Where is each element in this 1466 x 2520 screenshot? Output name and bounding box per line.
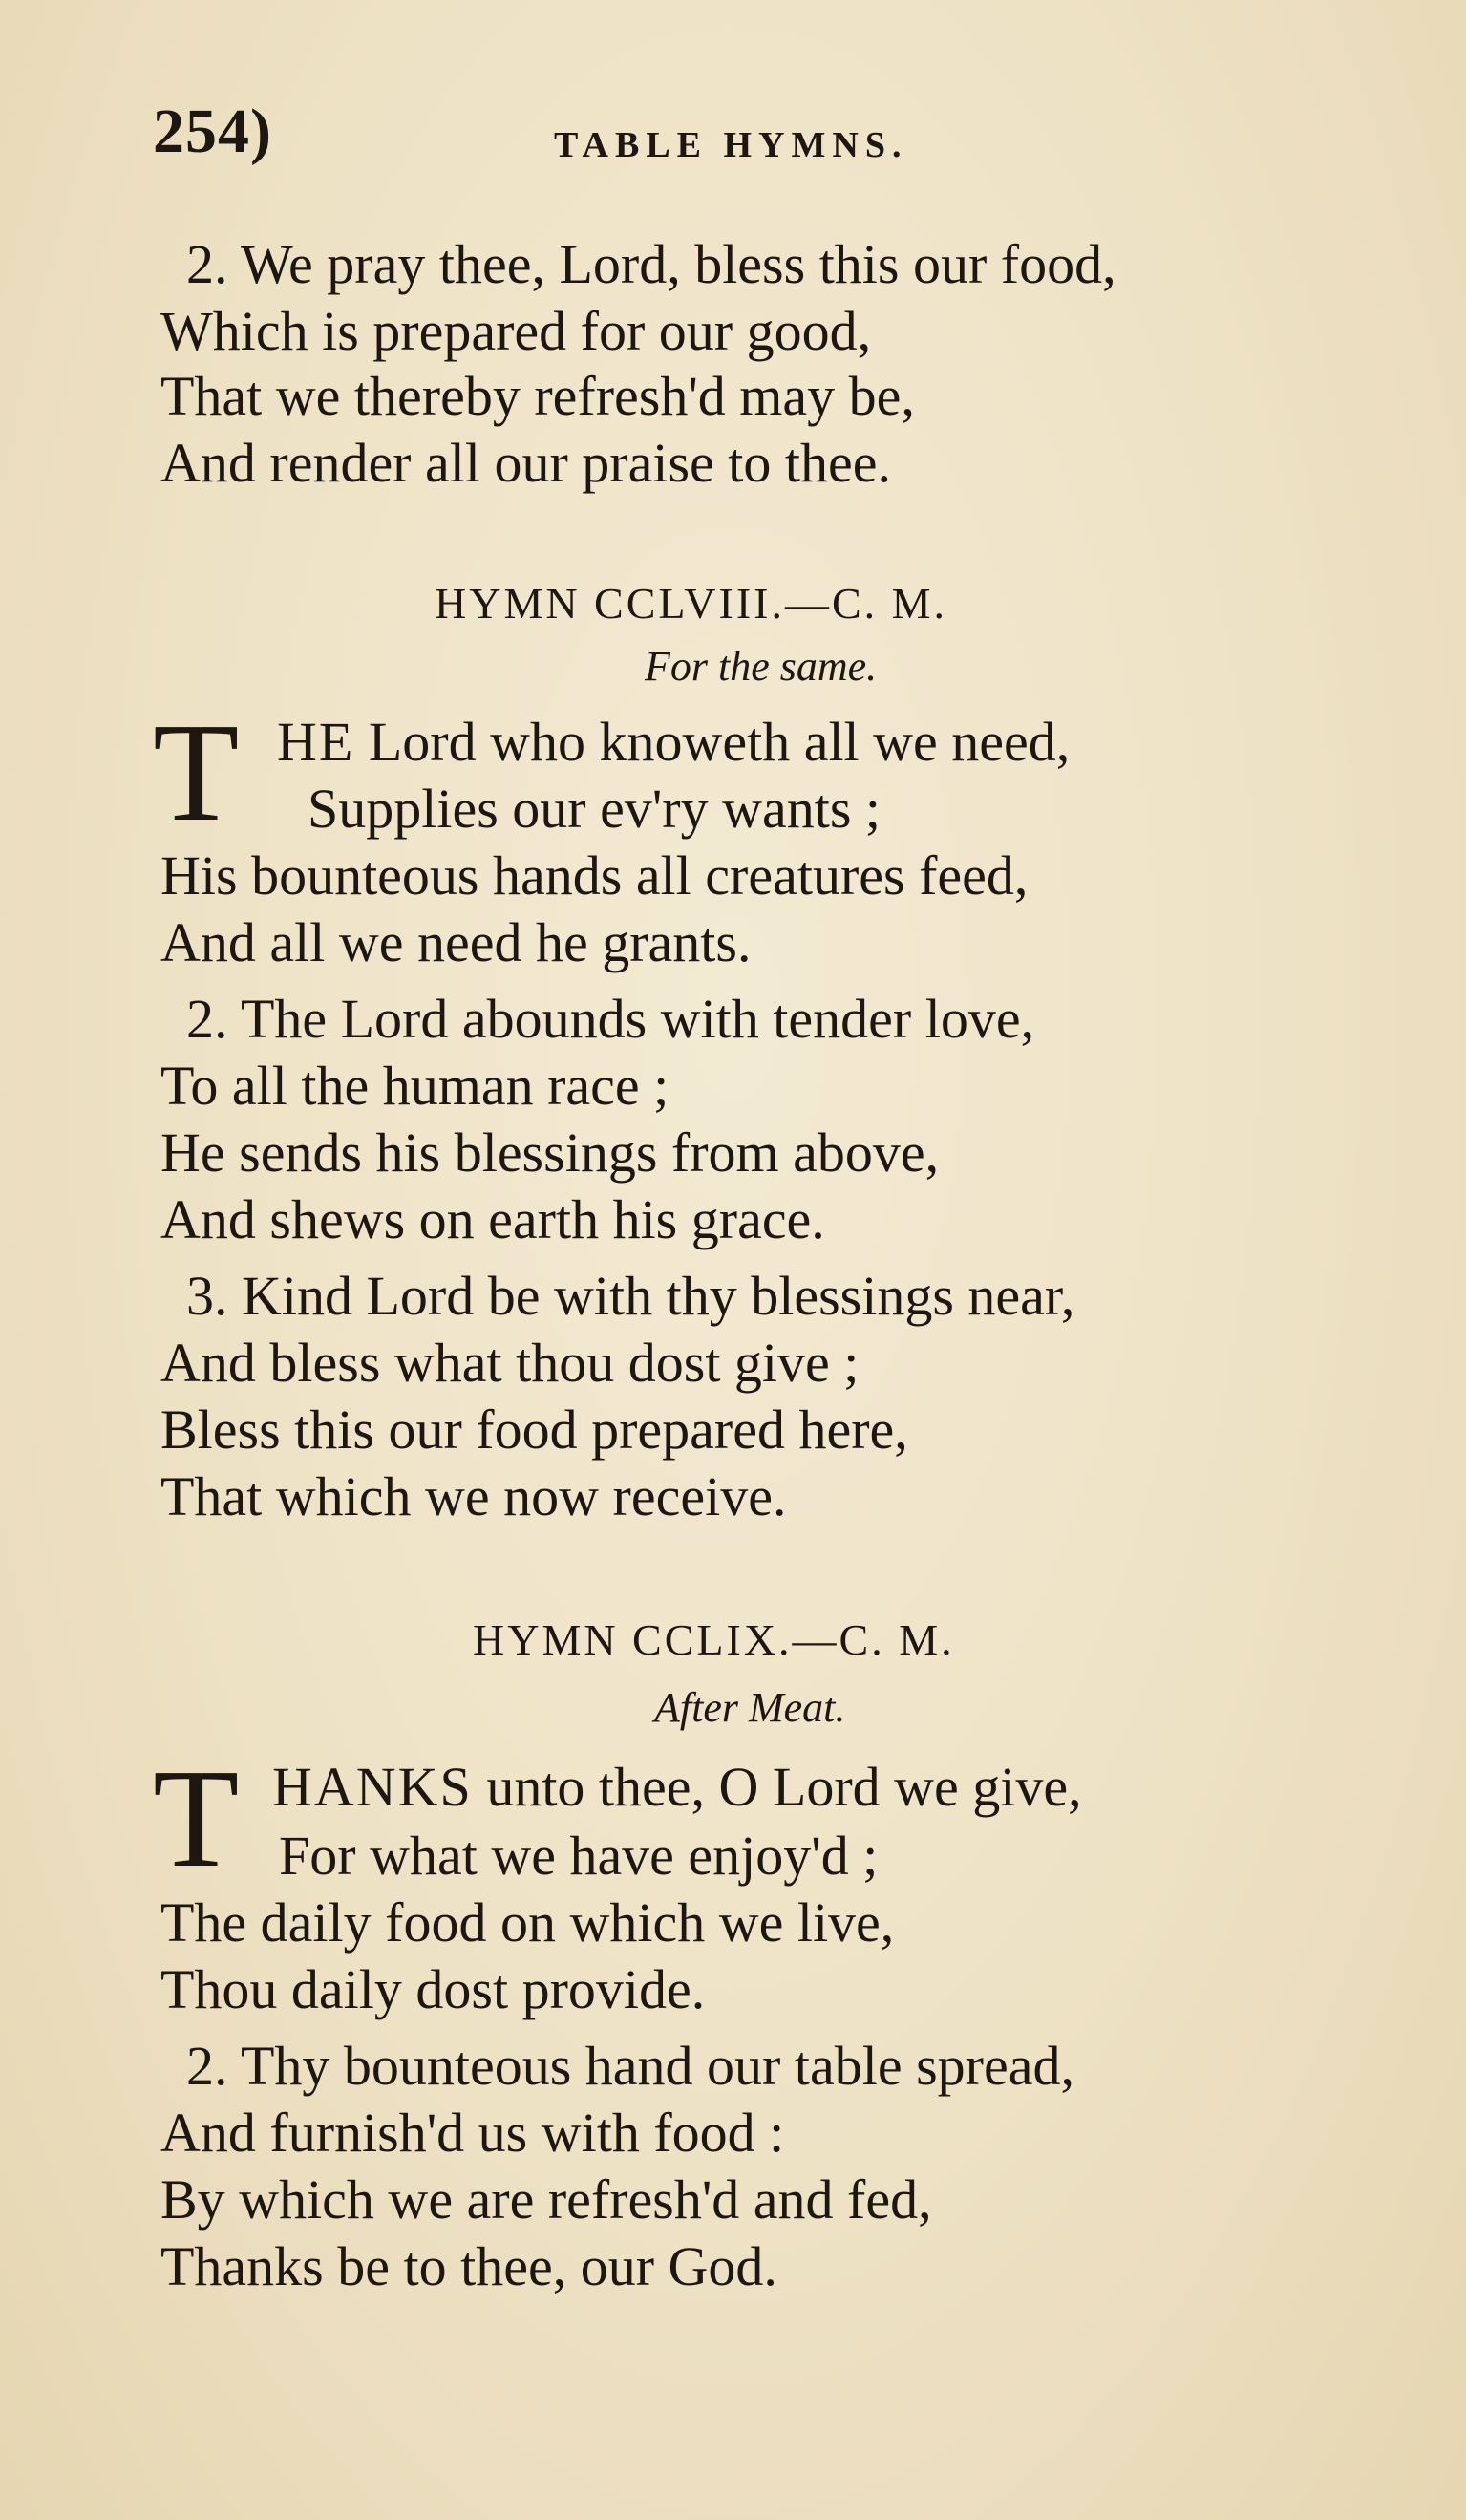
verse-line: And shews on earth his grace. — [160, 1188, 825, 1250]
hymn-subtitle: After Meat. — [654, 1684, 846, 1731]
verse-line: Bless this our food prepared here, — [160, 1399, 908, 1461]
verse-line: And furnish'd us with food : — [160, 2102, 785, 2164]
verse-line: That which we now receive. — [160, 1465, 787, 1527]
verse-line: For what we have enjoy'd ; — [279, 1825, 879, 1887]
first-line-rest: Lord who knoweth all we need, — [354, 711, 1071, 773]
verse-line: 2. We pray thee, Lord, bless this our food, — [186, 233, 1116, 295]
drop-cap: T — [153, 694, 240, 851]
hymn-title: HYMN CCLIX.—C. M. — [473, 1615, 955, 1664]
drop-cap: T — [153, 1741, 240, 1897]
verse-line: 2. Thy bounteous hand our table spread, — [186, 2035, 1074, 2097]
verse-line: Thou daily dost provide. — [160, 1958, 706, 2020]
verse-line: By which we are refresh'd and fed, — [160, 2168, 932, 2231]
first-word-caps: HE — [277, 711, 355, 773]
hymn-subtitle: For the same. — [645, 643, 878, 690]
first-line-rest: unto thee, O Lord we give, — [472, 1756, 1082, 1818]
verse-line: 2. The Lord abounds with tender love, — [186, 988, 1035, 1050]
verse-line: 3. Kind Lord be with thy blessings near, — [186, 1265, 1075, 1327]
verse-line: Which is prepared for our good, — [160, 300, 872, 362]
verse-line-first — [277, 709, 1070, 776]
running-head: TABLE HYMNS. — [554, 125, 908, 165]
hymn-title: HYMN CCLVIII.—C. M. — [435, 579, 948, 628]
verse-line: The daily food on which we live, — [160, 1891, 895, 1954]
verse-line: And all we need he grants. — [160, 911, 752, 973]
page-number: 254) — [153, 96, 272, 166]
page-header — [153, 96, 1299, 182]
verse-line: To all the human race ; — [160, 1055, 669, 1117]
verse-line-first — [272, 1754, 1082, 1821]
verse-line: Supplies our ev'ry wants ; — [308, 778, 882, 840]
verse-line: And render all our praise to thee. — [160, 432, 891, 494]
verse-line: He sends his blessings from above, — [160, 1121, 940, 1184]
verse-line: That we thereby refresh'd may be, — [160, 365, 915, 427]
verse-line: His bounteous hands all creatures feed, — [160, 844, 1029, 907]
first-word-caps: HANKS — [272, 1756, 473, 1818]
verse-line: And bless what thou dost give ; — [160, 1332, 860, 1394]
verse-line: Thanks be to thee, our God. — [160, 2235, 777, 2297]
